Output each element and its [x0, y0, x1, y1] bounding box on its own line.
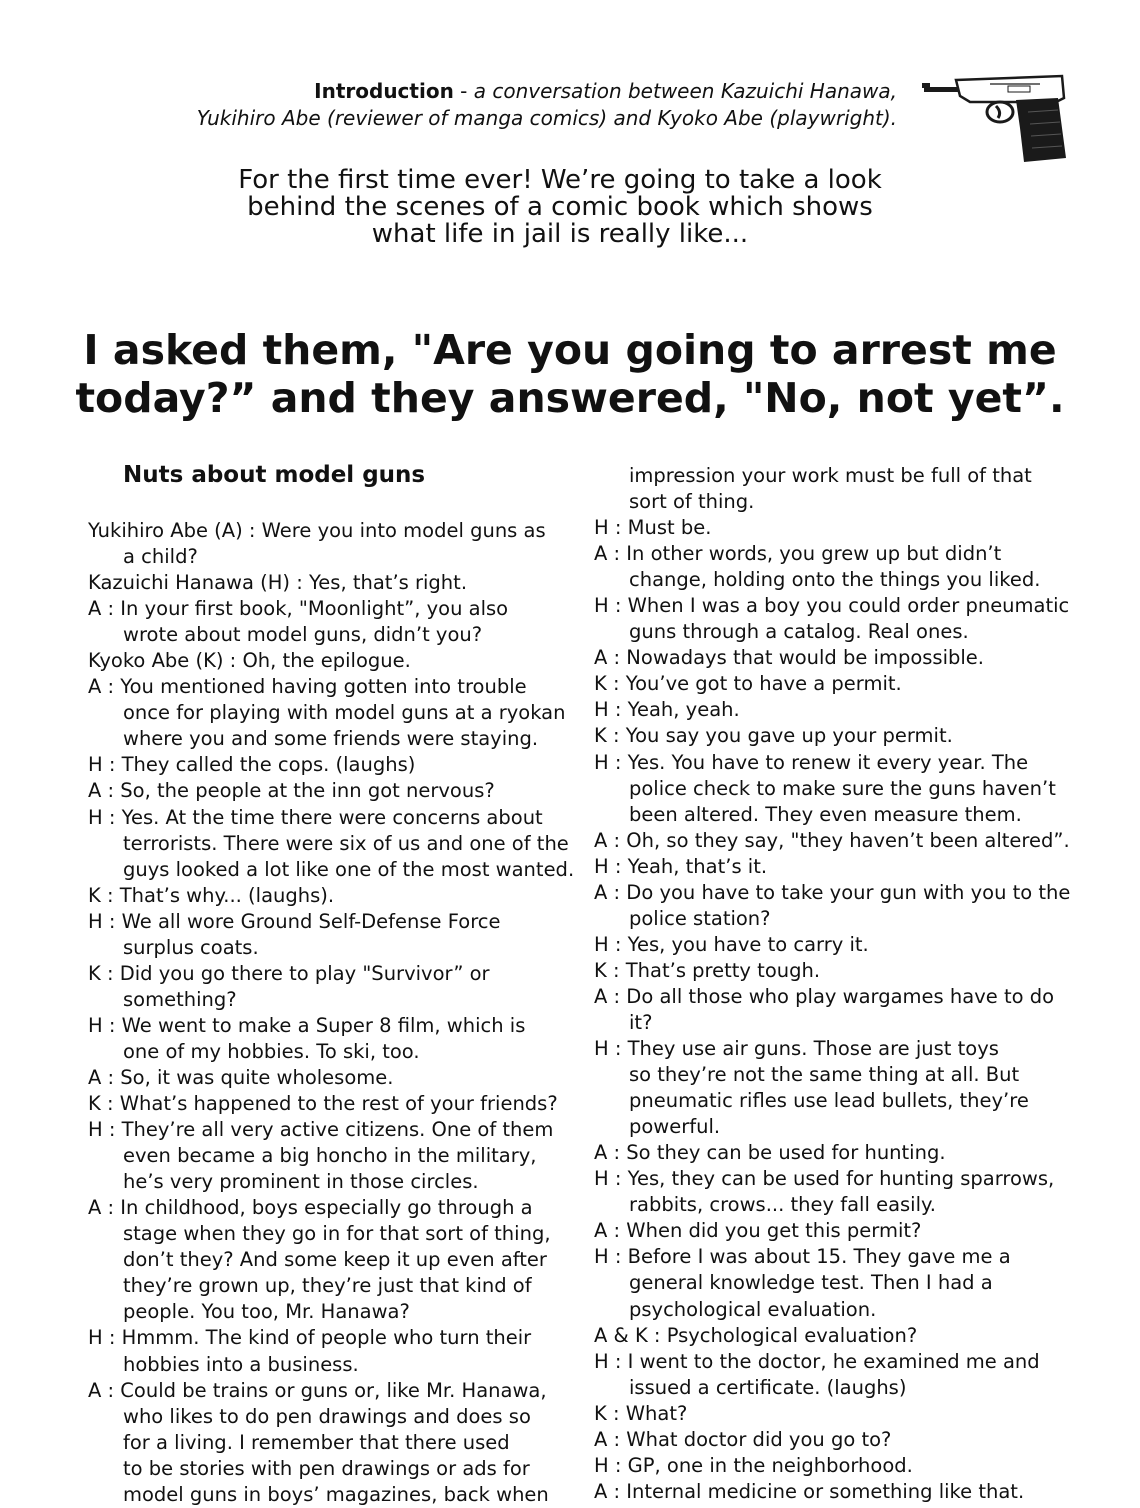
dialogue-line: once for playing with model guns at a ryokan [123, 701, 566, 725]
dialogue-line: Kyoko Abe (K) : Oh, the epilogue. [88, 649, 411, 673]
dialogue-line: H : Must be. [594, 516, 712, 540]
dialogue-line: A : What doctor did you go to? [594, 1427, 892, 1451]
dialogue-line: A : Nowadays that would be impossible. [594, 646, 984, 670]
dialogue-line: wrote about model guns, didn’t you? [123, 623, 483, 647]
dialogue-line: H : We went to make a Super 8 film, which is [88, 1013, 526, 1037]
lead-line: behind the scenes of a comic book which shows [247, 192, 873, 222]
dialogue-line: one of my hobbies. To ski, too. [123, 1039, 420, 1063]
pistol-icon [920, 72, 1068, 164]
dialogue-line: where you and some friends were staying. [123, 727, 539, 751]
dialogue-line: H : Yes, you have to carry it. [594, 932, 869, 956]
dialogue-line: a child? [123, 545, 198, 569]
intro-line-2: Yukihiro Abe (reviewer of manga comics) and Kyoko Abe (playwright). [196, 106, 897, 130]
dialogue-line: change, holding onto the things you liked. [629, 568, 1041, 592]
intro-dash: - [453, 79, 474, 103]
dialogue-line: H : They’re all very active citizens. One of them [88, 1118, 554, 1142]
dialogue-line: A : In your first book, "Moonlight”, you also [88, 597, 509, 621]
lead-line: For the first time ever! We’re going to take a look [238, 165, 882, 195]
dialogue-line: something? [123, 987, 237, 1011]
dialogue-line: A : Internal medicine or something like that. [594, 1479, 1025, 1503]
dialogue-line: K : You say you gave up your permit. [594, 724, 953, 748]
dialogue-line: H : Yeah, that’s it. [594, 854, 768, 878]
dialogue-line: A : You mentioned having gotten into trouble [88, 675, 527, 699]
dialogue-line: sort of thing. [629, 490, 755, 514]
dialogue-line: K : What? [594, 1401, 688, 1425]
dialogue-line: rabbits, crows... they fall easily. [629, 1193, 936, 1217]
dialogue-line: K : You’ve got to have a permit. [594, 672, 902, 696]
lead-line: what life in jail is really like... [371, 219, 749, 249]
dialogue-line: H : Yes. You have to renew it every year. The [594, 750, 1029, 774]
dialogue-line: A : Could be trains or guns or, like Mr. Hanawa, [88, 1378, 547, 1402]
dialogue-line: A : When did you get this permit? [594, 1219, 922, 1243]
dialogue-line: police station? [629, 906, 771, 930]
lead-paragraph [180, 167, 940, 248]
dialogue-line: model guns in boys’ magazines, back when [123, 1482, 549, 1506]
dialogue-line: H : Yes, they can be used for hunting sparrows, [594, 1167, 1055, 1191]
dialogue-line: K : Did you go there to play "Survivor” or [88, 961, 490, 985]
dialogue-line: A : So, the people at the inn got nervous? [88, 779, 495, 803]
dialogue-line: so they’re not the same thing at all. But [629, 1063, 1020, 1087]
intro-label: Introduction [314, 79, 454, 103]
intro-block [197, 78, 897, 132]
dialogue-line: A : So they can be used for hunting. [594, 1141, 946, 1165]
dialogue-line: H : They called the cops. (laughs) [88, 753, 416, 777]
dialogue-line: H : Yeah, yeah. [594, 698, 740, 722]
headline-line: today?” and they answered, "No, not yet”. [75, 374, 1065, 422]
dialogue-line: hobbies into a business. [123, 1352, 359, 1376]
dialogue-line: H : I went to the doctor, he examined me and [594, 1349, 1040, 1373]
dialogue-line: A & K : Psychological evaluation? [594, 1323, 918, 1347]
dialogue-line: for a living. I remember that there used [123, 1430, 510, 1454]
left-column [88, 518, 588, 1508]
dialogue-line: to be stories with pen drawings or ads for [123, 1456, 530, 1480]
dialogue-line: they’re grown up, they’re just that kind of [123, 1274, 532, 1298]
dialogue-line: A : Do you have to take your gun with you to the [594, 880, 1071, 904]
dialogue-line: surplus coats. [123, 935, 259, 959]
dialogue-line: stage when they go in for that sort of thing, [123, 1222, 551, 1246]
dialogue-line: H : They use air guns. Those are just toys [594, 1037, 999, 1061]
dialogue-line: H : GP, one in the neighborhood. [594, 1453, 913, 1477]
headline [40, 326, 1100, 422]
dialogue-line: he’s very prominent in those circles. [123, 1170, 479, 1194]
dialogue-line: pneumatic rifles use lead bullets, they’re [629, 1089, 1029, 1113]
dialogue-line: even became a big honcho in the military, [123, 1144, 537, 1168]
dialogue-line: H : Hmmm. The kind of people who turn their [88, 1326, 532, 1350]
dialogue-line: Kazuichi Hanawa (H) : Yes, that’s right. [88, 571, 468, 595]
dialogue-line: impression your work must be full of that [629, 464, 1032, 487]
dialogue-line: H : Yes. At the time there were concerns about [88, 805, 543, 829]
intro-line-1 [197, 78, 897, 105]
dialogue-line: powerful. [629, 1115, 721, 1139]
dialogue-line: H : We all wore Ground Self-Defense Force [88, 909, 501, 933]
dialogue-line: A : In childhood, boys especially go through a [88, 1196, 533, 1220]
dialogue-line: A : Do all those who play wargames have to do [594, 984, 1055, 1008]
dialogue-line: been altered. They even measure them. [629, 802, 1022, 826]
dialogue-line: terrorists. There were six of us and one of the [123, 831, 569, 855]
dialogue-line: psychological evaluation. [629, 1297, 877, 1321]
dialogue-line: don’t they? And some keep it up even after [123, 1248, 547, 1272]
intro-line1-text: a conversation between Kazuichi Hanawa, [473, 79, 897, 103]
dialogue-line: A : Oh, so they say, "they haven’t been altered”. [594, 828, 1070, 852]
dialogue-line: police check to make sure the guns haven’t [629, 776, 1056, 800]
dialogue-line: Yukihiro Abe (A) : Were you into model guns as [88, 519, 546, 542]
dialogue-line: K : That’s pretty tough. [594, 958, 821, 982]
dialogue-line: people. You too, Mr. Hanawa? [123, 1300, 410, 1324]
dialogue-line: K : That’s why... (laughs). [88, 883, 335, 907]
dialogue-line: it? [629, 1010, 653, 1034]
dialogue-line: issued a certificate. (laughs) [629, 1375, 907, 1399]
dialogue-line: who likes to do pen drawings and does so [123, 1404, 531, 1428]
dialogue-line: A : In other words, you grew up but didn’t [594, 542, 1002, 566]
headline-line: I asked them, "Are you going to arrest me [83, 326, 1057, 374]
dialogue-line: general knowledge test. Then I had a [629, 1271, 993, 1295]
dialogue-line: H : When I was a boy you could order pneumatic [594, 594, 1070, 618]
section-heading: Nuts about model guns [123, 462, 426, 488]
dialogue-line: H : Before I was about 15. They gave me a [594, 1245, 1011, 1269]
dialogue-line: guns through a catalog. Real ones. [629, 620, 969, 644]
dialogue-line: K : What’s happened to the rest of your friends? [88, 1092, 558, 1116]
dialogue-line: guys looked a lot like one of the most wanted. [123, 857, 575, 881]
dialogue-line: A : So, it was quite wholesome. [88, 1065, 394, 1089]
right-column [594, 463, 1114, 1505]
